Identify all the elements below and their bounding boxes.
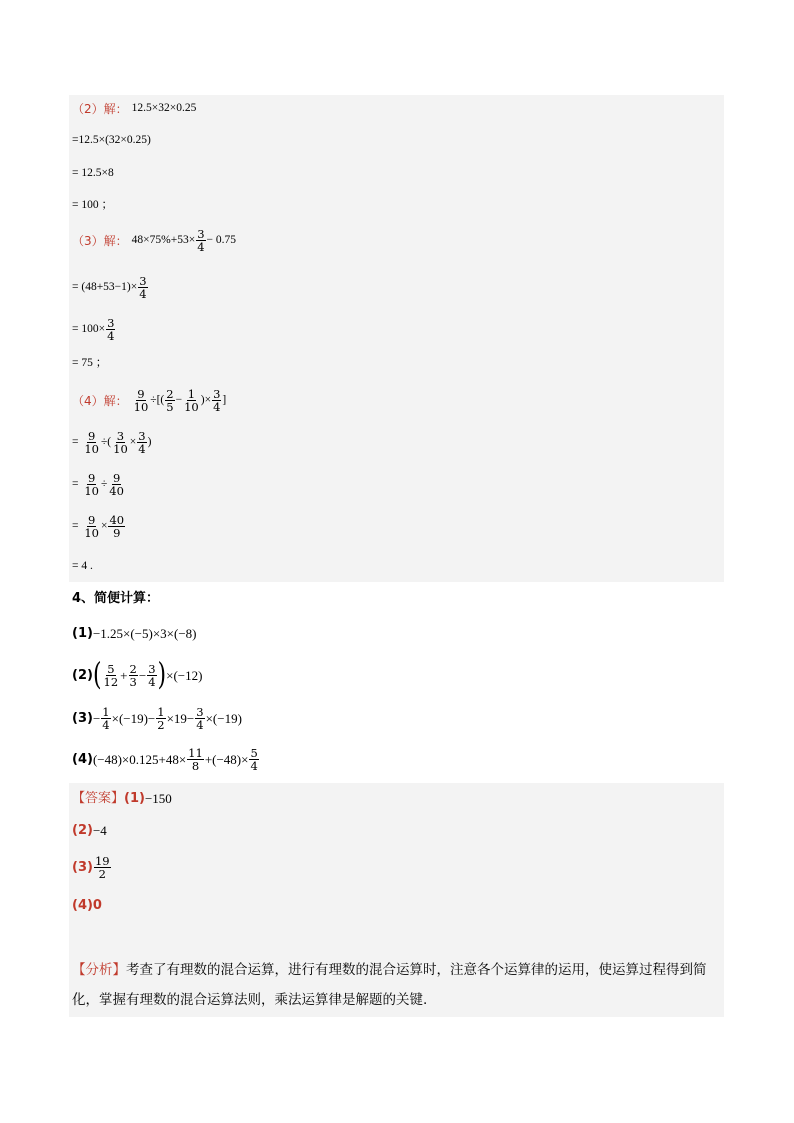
p4-header: （4）解： $\frac{9}{10}$ ÷ [( $\frac{2}{5}$ − $\frac{1}{10}$ ) × $\frac{3}{4}$ ] — [72, 387, 227, 414]
q4-item-2: (2) ( $\frac{5}{12}$ + $\frac{2}{3}$ − $\frac{3}{4}$ ) ×(−12) — [72, 657, 203, 693]
fraction: $\frac{9}{40}$ — [109, 471, 124, 498]
q4-item-1: (1) −1.25×(−5)×3×(−8) — [72, 626, 197, 641]
fraction: $\frac{11}{8}$ — [188, 746, 203, 773]
fraction: $\frac{3}{4}$ — [138, 429, 146, 456]
analysis-text: 考查了有理数的混合运算，进行有理数的混合运算时，注意各个运算律的运用，使运算过程得到简化，掌握有理数的混合运算法则，乘法运算律是解题的关键. — [72, 962, 707, 1008]
fraction: $\frac{9}{10}$ — [84, 513, 99, 540]
q4-item-3: (3) − $\frac{1}{4}$ ×(−19)− $\frac{1}{2}$ ×19− $\frac{3}{4}$ ×(−19) — [72, 705, 242, 732]
p3-step2: = 100× $\frac{3}{4}$ — [72, 316, 115, 343]
fraction: $\frac{1}{2}$ — [157, 705, 165, 732]
p3-header: （3）解： 48×75%+53× $\frac{3}{4}$ − 0.75 — [72, 227, 237, 254]
fraction: $\frac{40}{9}$ — [109, 513, 125, 540]
p3-step1: = (48+53−1)× $\frac{3}{4}$ — [72, 274, 147, 301]
p2-expr: 12.5×32×0.25 — [131, 102, 197, 115]
fraction: $\frac{9}{10}$ — [84, 471, 99, 498]
fraction: $\frac{5}{12}$ — [103, 662, 119, 689]
p2-step2: = 12.5×8 — [72, 167, 114, 179]
p2-header — [72, 103, 196, 115]
p4-label: （4）解： — [72, 393, 128, 408]
analysis-tag: 【分析】 — [72, 962, 126, 978]
p2-step3: = 100 ； — [72, 199, 113, 211]
solution-panel — [69, 95, 724, 582]
p2-step1: =12.5×(32×0.25) — [72, 134, 151, 146]
fraction: $\frac{3}{4}$ — [196, 705, 204, 732]
answer-line-3: (3) $\frac{19}{2}$ — [72, 854, 110, 881]
answer-tag: 【答案】 — [72, 791, 125, 806]
p4-step4: = 4 . — [72, 560, 93, 572]
fraction: $\frac{2}{5}$ — [166, 387, 174, 414]
fraction: $\frac{3}{10}$ — [113, 429, 128, 456]
analysis-paragraph — [72, 955, 720, 1015]
fraction: $\frac{19}{2}$ — [94, 854, 110, 881]
q4-item-4: (4) (−48)×0.125+48× $\frac{11}{8}$ +(−48)× $\frac{5}{4}$ — [72, 746, 258, 773]
fraction: $\frac{9}{10}$ — [133, 387, 149, 414]
p3-label: （3）解： — [72, 233, 128, 248]
p3-step3: = 75 ； — [72, 357, 108, 369]
fraction: $\frac{1}{4}$ — [102, 705, 110, 732]
fraction: $\frac{9}{10}$ — [84, 429, 99, 456]
q4-title: 4、简便计算： — [72, 591, 160, 606]
p4-step3: = $\frac{9}{10}$ × $\frac{40}{9}$ — [72, 513, 125, 540]
fraction: $\frac{2}{3}$ — [129, 662, 137, 689]
fraction: $\frac{3}{4}$ — [213, 387, 221, 414]
answer-line-1: 【答案】 (1) −150 — [72, 791, 172, 806]
p2-label: （2）解： — [72, 102, 128, 116]
fraction: $\frac{3}{4}$ — [197, 227, 205, 254]
answer-line-4: (4)0 — [72, 898, 102, 913]
answer-line-2: (2) −4 — [72, 823, 107, 838]
p4-step1: = $\frac{9}{10}$ ÷ ( $\frac{3}{10}$ × $\frac{3}{4}$ ) — [72, 429, 152, 456]
fraction: $\frac{3}{4}$ — [148, 662, 156, 689]
fraction: $\frac{3}{4}$ — [139, 274, 147, 301]
fraction: $\frac{3}{4}$ — [107, 316, 115, 343]
fraction: $\frac{1}{10}$ — [184, 387, 199, 414]
p4-step2: = $\frac{9}{10}$ ÷ $\frac{9}{40}$ — [72, 471, 124, 498]
fraction: $\frac{5}{4}$ — [250, 746, 258, 773]
